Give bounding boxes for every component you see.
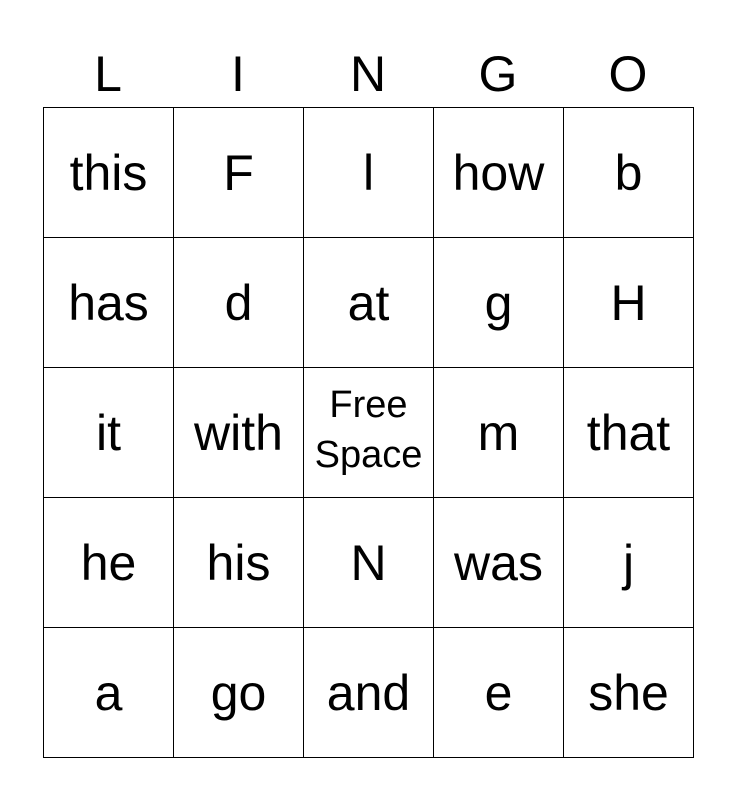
board-cell: b [564, 108, 694, 238]
free-space-cell: Free Space [304, 368, 434, 498]
header-letter-n: N [349, 46, 387, 102]
board-cell: his [174, 498, 304, 628]
header-letter-g: G [478, 46, 518, 102]
board-cell: j [564, 498, 694, 628]
board-cell: N [304, 498, 434, 628]
board-cell: she [564, 628, 694, 758]
board-cell: d [174, 238, 304, 368]
bingo-board [43, 107, 694, 758]
board-cell: it [44, 368, 174, 498]
board-cell: at [304, 238, 434, 368]
board-cell: that [564, 368, 694, 498]
board-cell: e [434, 628, 564, 758]
board-cell: go [174, 628, 304, 758]
board-cell: H [564, 238, 694, 368]
board-cell: and [304, 628, 434, 758]
board-cell: m [434, 368, 564, 498]
board-cell: g [434, 238, 564, 368]
header-letter-l: L [94, 46, 122, 102]
board-cell: this [44, 108, 174, 238]
board-cell: l [304, 108, 434, 238]
board-cell: was [434, 498, 564, 628]
header-letter-i: I [231, 46, 245, 102]
header-letter-o: O [608, 46, 648, 102]
board-cell: has [44, 238, 174, 368]
board-cell: with [174, 368, 304, 498]
board-cell: F [174, 108, 304, 238]
bingo-header [43, 42, 693, 106]
board-cell: how [434, 108, 564, 238]
board-cell: a [44, 628, 174, 758]
board-cell: he [44, 498, 174, 628]
